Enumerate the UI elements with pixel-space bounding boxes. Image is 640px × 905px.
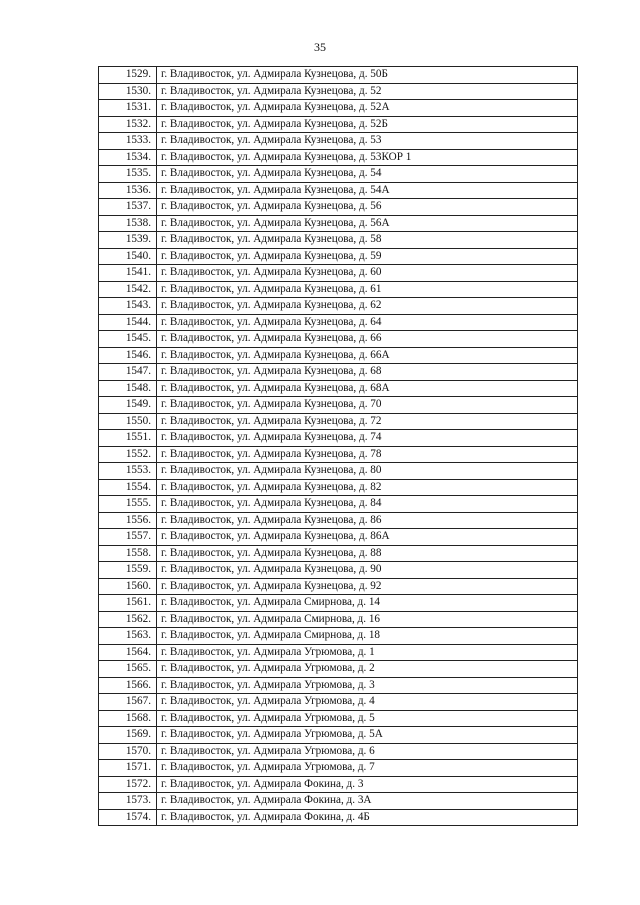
row-number: 1563. [99, 628, 157, 645]
row-number: 1573. [99, 793, 157, 810]
table-row [99, 578, 578, 595]
row-number: 1558. [99, 545, 157, 562]
table-row [99, 397, 578, 414]
row-address: г. Владивосток, ул. Адмирала Кузнецова, д. 50Б [157, 67, 578, 84]
table-row [99, 611, 578, 628]
table-row [99, 364, 578, 381]
table-row [99, 331, 578, 348]
row-number: 1549. [99, 397, 157, 414]
row-number: 1571. [99, 760, 157, 777]
table-row [99, 677, 578, 694]
table-row [99, 710, 578, 727]
row-number: 1531. [99, 100, 157, 117]
table-row [99, 248, 578, 265]
table-row [99, 760, 578, 777]
row-address: г. Владивосток, ул. Адмирала Угрюмова, д. 3 [157, 677, 578, 694]
row-address: г. Владивосток, ул. Адмирала Смирнова, д. 18 [157, 628, 578, 645]
table-row [99, 314, 578, 331]
table-row [99, 116, 578, 133]
row-number: 1565. [99, 661, 157, 678]
row-address: г. Владивосток, ул. Адмирала Кузнецова, д. 92 [157, 578, 578, 595]
row-number: 1543. [99, 298, 157, 315]
row-number: 1536. [99, 182, 157, 199]
row-number: 1566. [99, 677, 157, 694]
row-number: 1550. [99, 413, 157, 430]
table-row [99, 149, 578, 166]
table-row [99, 644, 578, 661]
row-address: г. Владивосток, ул. Адмирала Кузнецова, д. 66 [157, 331, 578, 348]
row-number: 1535. [99, 166, 157, 183]
row-number: 1532. [99, 116, 157, 133]
row-address: г. Владивосток, ул. Адмирала Угрюмова, д. 6 [157, 743, 578, 760]
table-row [99, 727, 578, 744]
row-address: г. Владивосток, ул. Адмирала Смирнова, д. 16 [157, 611, 578, 628]
table-row [99, 166, 578, 183]
table-row [99, 661, 578, 678]
table-row [99, 496, 578, 513]
row-number: 1559. [99, 562, 157, 579]
row-number: 1561. [99, 595, 157, 612]
row-address: г. Владивосток, ул. Адмирала Угрюмова, д. 4 [157, 694, 578, 711]
row-address: г. Владивосток, ул. Адмирала Кузнецова, д. 64 [157, 314, 578, 331]
row-number: 1567. [99, 694, 157, 711]
row-address: г. Владивосток, ул. Адмирала Кузнецова, д. 90 [157, 562, 578, 579]
table-row [99, 479, 578, 496]
row-number: 1541. [99, 265, 157, 282]
row-address: г. Владивосток, ул. Адмирала Кузнецова, д. 72 [157, 413, 578, 430]
row-address: г. Владивосток, ул. Адмирала Угрюмова, д. 5А [157, 727, 578, 744]
row-address: г. Владивосток, ул. Адмирала Кузнецова, д. 61 [157, 281, 578, 298]
table-row [99, 562, 578, 579]
row-number: 1537. [99, 199, 157, 216]
row-address: г. Владивосток, ул. Адмирала Кузнецова, д. 88 [157, 545, 578, 562]
row-number: 1542. [99, 281, 157, 298]
table-row [99, 199, 578, 216]
row-number: 1570. [99, 743, 157, 760]
row-number: 1560. [99, 578, 157, 595]
table-row [99, 776, 578, 793]
row-address: г. Владивосток, ул. Адмирала Кузнецова, д. 58 [157, 232, 578, 249]
row-number: 1534. [99, 149, 157, 166]
row-address: г. Владивосток, ул. Адмирала Кузнецова, д. 62 [157, 298, 578, 315]
row-number: 1574. [99, 809, 157, 826]
row-address: г. Владивосток, ул. Адмирала Кузнецова, д. 53 [157, 133, 578, 150]
row-number: 1572. [99, 776, 157, 793]
row-number: 1544. [99, 314, 157, 331]
table-row [99, 446, 578, 463]
row-address: г. Владивосток, ул. Адмирала Кузнецова, д. 66А [157, 347, 578, 364]
row-address: г. Владивосток, ул. Адмирала Кузнецова, д. 74 [157, 430, 578, 447]
table-row [99, 793, 578, 810]
table-row [99, 628, 578, 645]
table-row [99, 529, 578, 546]
row-address: г. Владивосток, ул. Адмирала Кузнецова, д. 70 [157, 397, 578, 414]
table-row [99, 595, 578, 612]
table-row [99, 743, 578, 760]
row-address: г. Владивосток, ул. Адмирала Кузнецова, д. 52А [157, 100, 578, 117]
row-number: 1562. [99, 611, 157, 628]
table-row [99, 83, 578, 100]
table-row [99, 265, 578, 282]
row-number: 1529. [99, 67, 157, 84]
row-number: 1556. [99, 512, 157, 529]
row-number: 1530. [99, 83, 157, 100]
row-address: г. Владивосток, ул. Адмирала Угрюмова, д. 5 [157, 710, 578, 727]
row-address: г. Владивосток, ул. Адмирала Фокина, д. 4Б [157, 809, 578, 826]
row-address: г. Владивосток, ул. Адмирала Кузнецова, д. 54А [157, 182, 578, 199]
table-row [99, 463, 578, 480]
row-address: г. Владивосток, ул. Адмирала Кузнецова, д. 53КОР 1 [157, 149, 578, 166]
page-number: 35 [314, 40, 326, 54]
row-address: г. Владивосток, ул. Адмирала Кузнецова, д. 52Б [157, 116, 578, 133]
row-address: г. Владивосток, ул. Адмирала Фокина, д. 3А [157, 793, 578, 810]
row-address: г. Владивосток, ул. Адмирала Угрюмова, д. 1 [157, 644, 578, 661]
row-number: 1551. [99, 430, 157, 447]
row-address: г. Владивосток, ул. Адмирала Фокина, д. 3 [157, 776, 578, 793]
table-row [99, 182, 578, 199]
row-address: г. Владивосток, ул. Адмирала Смирнова, д. 14 [157, 595, 578, 612]
row-number: 1540. [99, 248, 157, 265]
row-address: г. Владивосток, ул. Адмирала Кузнецова, д. 60 [157, 265, 578, 282]
row-address: г. Владивосток, ул. Адмирала Кузнецова, д. 52 [157, 83, 578, 100]
table-row [99, 512, 578, 529]
row-address: г. Владивосток, ул. Адмирала Кузнецова, д. 54 [157, 166, 578, 183]
row-number: 1538. [99, 215, 157, 232]
table-row [99, 133, 578, 150]
row-address: г. Владивосток, ул. Адмирала Кузнецова, д. 78 [157, 446, 578, 463]
row-number: 1553. [99, 463, 157, 480]
address-table-body [99, 67, 578, 826]
row-number: 1554. [99, 479, 157, 496]
row-address: г. Владивосток, ул. Адмирала Кузнецова, д. 68 [157, 364, 578, 381]
row-address: г. Владивосток, ул. Адмирала Кузнецова, д. 86А [157, 529, 578, 546]
table-row [99, 215, 578, 232]
row-number: 1552. [99, 446, 157, 463]
table-row [99, 281, 578, 298]
row-number: 1548. [99, 380, 157, 397]
row-number: 1547. [99, 364, 157, 381]
table-row [99, 694, 578, 711]
table-row [99, 347, 578, 364]
row-address: г. Владивосток, ул. Адмирала Кузнецова, д. 68А [157, 380, 578, 397]
row-number: 1564. [99, 644, 157, 661]
address-table [98, 66, 578, 826]
row-number: 1557. [99, 529, 157, 546]
row-number: 1546. [99, 347, 157, 364]
row-address: г. Владивосток, ул. Адмирала Угрюмова, д. 7 [157, 760, 578, 777]
row-address: г. Владивосток, ул. Адмирала Кузнецова, д. 86 [157, 512, 578, 529]
row-address: г. Владивосток, ул. Адмирала Кузнецова, д. 59 [157, 248, 578, 265]
row-address: г. Владивосток, ул. Адмирала Кузнецова, д. 80 [157, 463, 578, 480]
table-row [99, 809, 578, 826]
row-number: 1545. [99, 331, 157, 348]
table-row [99, 100, 578, 117]
table-row [99, 67, 578, 84]
table-row [99, 298, 578, 315]
row-number: 1539. [99, 232, 157, 249]
table-row [99, 545, 578, 562]
row-number: 1568. [99, 710, 157, 727]
row-number: 1533. [99, 133, 157, 150]
row-number: 1555. [99, 496, 157, 513]
row-address: г. Владивосток, ул. Адмирала Кузнецова, д. 56А [157, 215, 578, 232]
table-row [99, 430, 578, 447]
table-row [99, 232, 578, 249]
row-number: 1569. [99, 727, 157, 744]
row-address: г. Владивосток, ул. Адмирала Кузнецова, д. 82 [157, 479, 578, 496]
table-row [99, 380, 578, 397]
row-address: г. Владивосток, ул. Адмирала Кузнецова, д. 56 [157, 199, 578, 216]
row-address: г. Владивосток, ул. Адмирала Кузнецова, д. 84 [157, 496, 578, 513]
row-address: г. Владивосток, ул. Адмирала Угрюмова, д. 2 [157, 661, 578, 678]
table-row [99, 413, 578, 430]
